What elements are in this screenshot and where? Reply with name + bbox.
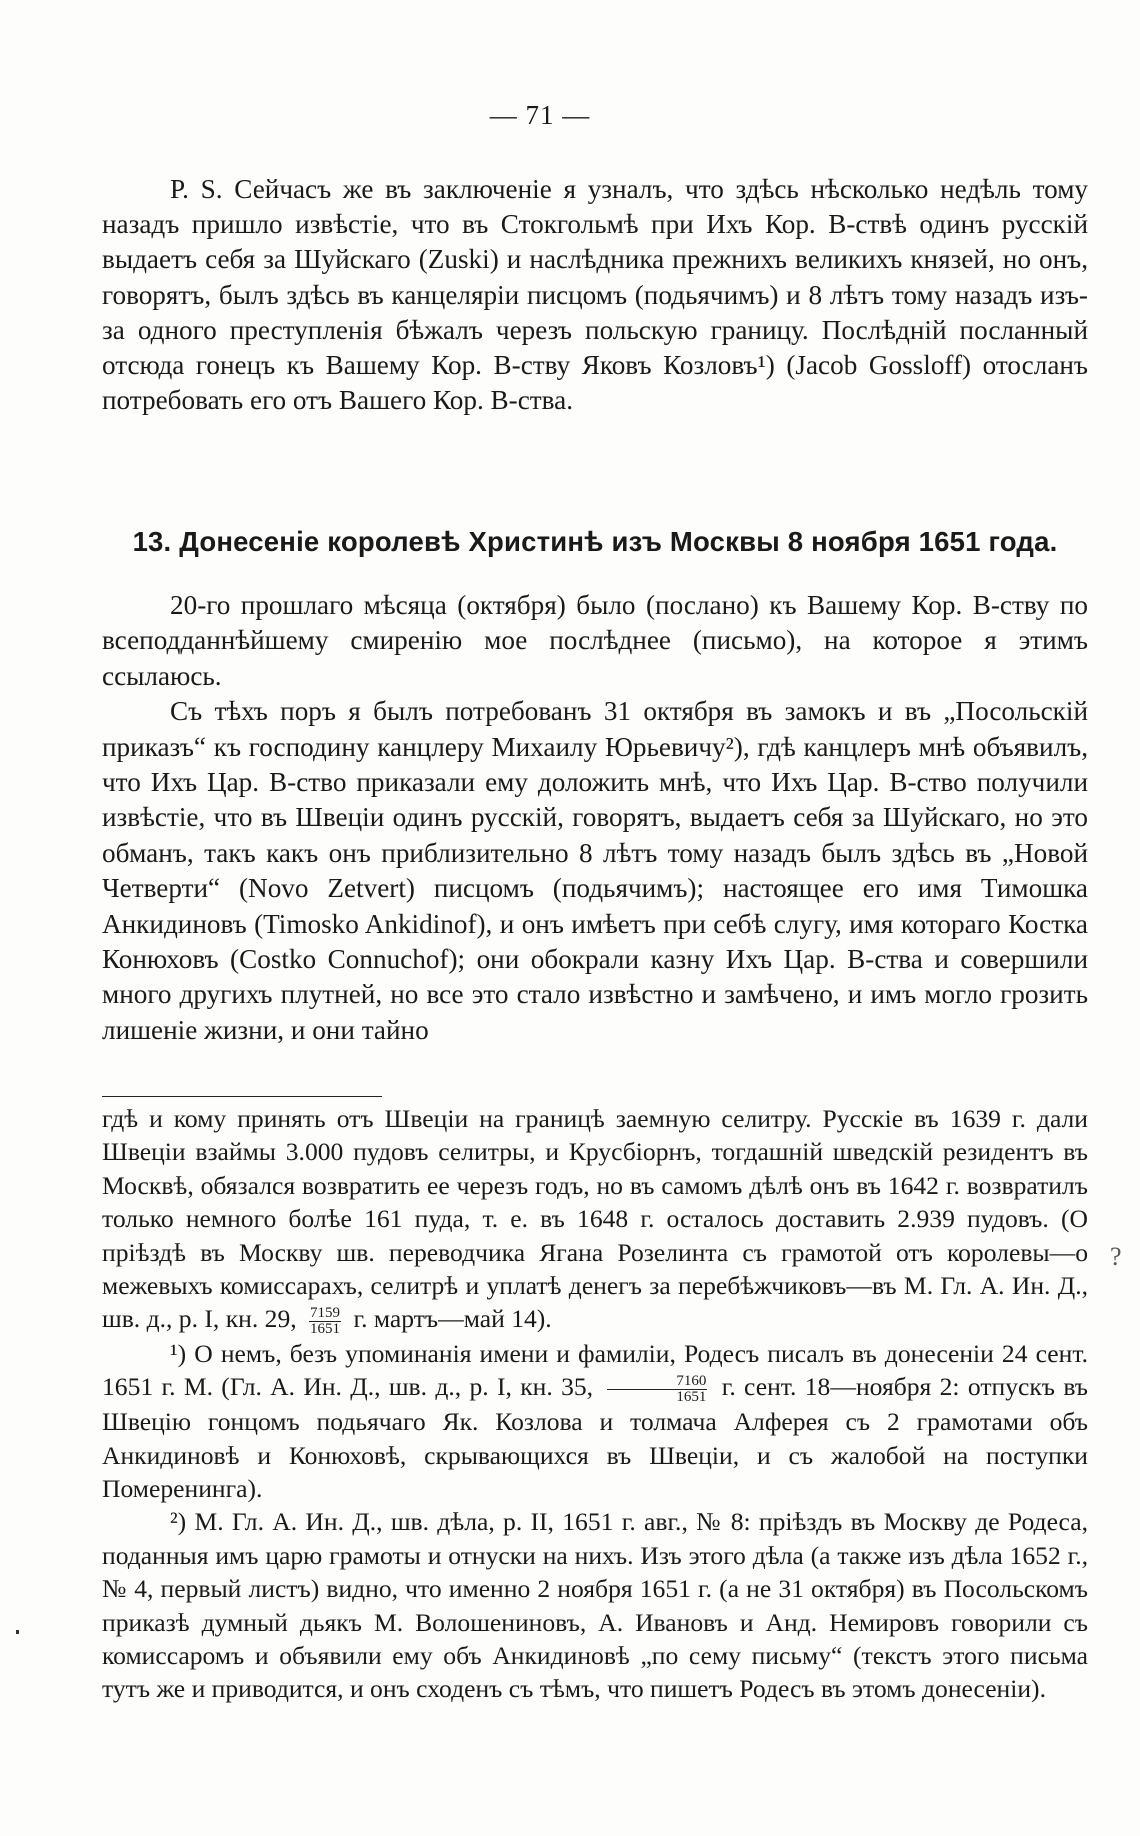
margin-question-mark: ? bbox=[1110, 1242, 1122, 1271]
footnote-continued-text: гдѣ и кому принять отъ Швеціи на границѣ заемную селитру. Русскіе въ 1639 г. дали Швеціи взаймы 3.000 пудовъ селитры, и Крусбіорнъ, тогдашній шведскій резидентъ въ Москвѣ, обязался возвратить ее черезъ годъ, но въ самомъ дѣлѣ онъ въ 1642 г. возвратилъ только немного болѣе 161 пуда, т. е. въ 1648 г. осталось доставить 2.939 пудовъ. (О пріѣздѣ въ Москву шв. переводчика Ягана Розелинта съ грамотой отъ королевы—о межевыхъ комиссарахъ, селитрѣ и уплатѣ денегъ за перебѣжчиковъ—въ М. Гл. А. Ин. Д., шв. д., р. I, кн. 29, bbox=[102, 1104, 1088, 1334]
footnotes-section bbox=[102, 1102, 1088, 1706]
footnote-1 bbox=[102, 1337, 1088, 1505]
footnote-divider bbox=[102, 1096, 382, 1097]
fraction-numerator: 7159 bbox=[310, 1305, 341, 1322]
document-body bbox=[102, 588, 1088, 1048]
footnote-continued bbox=[102, 1102, 1088, 1337]
postscript-section bbox=[102, 172, 1088, 418]
fraction-numerator: 7160 bbox=[607, 1374, 707, 1390]
footnote-1-end: г. сент. 18—ноября 2: отпускъ въ Швецію гонцомъ подьячаго Як. Козлова и толмача Алферея съ 2 грамотами объ Анкидиновѣ и Конюховѣ, скрывающихся въ Швеціи, и съ жалобой на поступки Померенинга). bbox=[102, 1372, 1089, 1503]
footnote-2: ²) М. Гл. А. Ин. Д., шв. дѣла, р. II, 1651 г. авг., № 8: пріѣздъ въ Москву де Родеса, поданныя имъ царю грамоты и отнуски на нихъ. Изъ этого дѣла (а также изъ дѣла 1652 г., № 4, первый листъ) видно, что именно 2 ноября 1651 г. (а не 31 октября) въ Посольскомъ приказѣ думный дьякъ М. Волошениновъ, А. Ивановъ и Анд. Немировъ говорили съ комиссаромъ и объявили ему объ Анкидиновѣ „по сему письму“ (текстъ этого письма тутъ же и приводится, и онъ сходенъ съ тѣмъ, что пишетъ Родесъ въ этомъ донесеніи). bbox=[102, 1507, 1088, 1704]
archive-fraction bbox=[309, 1306, 341, 1337]
archive-fraction bbox=[607, 1374, 707, 1405]
postscript-paragraph: P. S. Сейчасъ же въ заключеніе я узналъ, что здѣсь нѣсколько недѣль тому назадъ пришло извѣстіе, что въ Стокгольмѣ при Ихъ Кор. В-ствѣ одинъ русскій выдаетъ себя за Шуйскаго (Zuski) и наслѣдника прежнихъ великихъ князей, но онъ, говорятъ, былъ здѣсь въ канцеляріи писцомъ (подьячимъ) и 8 лѣтъ тому назадъ изъ-за одного преступленія бѣжалъ черезъ польскую границу. Послѣдній посланный отсюда гонецъ къ Вашему Кор. В-ству Яковъ Козловъ¹) (Jacob Gossloff) отосланъ потребовать его отъ Вашего Кор. В-ства. bbox=[102, 174, 1088, 416]
page-number: — 71 — bbox=[489, 100, 591, 130]
body-paragraph-2: Съ тѣхъ поръ я былъ потребованъ 31 октября въ замокъ и въ „Посольскій приказъ“ къ господину канцлеру Михаилу Юрьевичу²), гдѣ канцлеръ мнѣ объявилъ, что Ихъ Цар. В-ство приказали ему доложить мнѣ, что Ихъ Цар. В-ство получили извѣстіе, что въ Швеціи одинъ русскій, говорятъ, выдаетъ себя за Шуйскаго, но это обманъ, такъ какъ онъ приблизительно 8 лѣтъ тому назадъ былъ здѣсь въ „Новой Четверти“ (Novo Zetvert) писцомъ (подьячимъ); настоящее его имя Тимошка Анкидиновъ (Timosko Ankidinof), и онъ имѣетъ при себѣ слугу, имя котораго Костка Конюховъ (Costko Connuchof); они обокрали казну Ихъ Цар. В-ства и совершили много другихъ плутней, но все это стало извѣстно и замѣчено, и имъ могло грозить лишеніе жизни, и они тайно bbox=[102, 696, 1088, 1045]
body-paragraph-1: 20-го прошлаго мѣсяца (октября) было (послано) къ Вашему Кор. В-ству по всеподданнѣйшему смиренію мое послѣднее (письмо), на которое я этимъ ссылаюсь. bbox=[102, 590, 1088, 691]
fraction-denominator: 1651 bbox=[676, 1389, 707, 1406]
footnote-1-text: ¹) О немъ, безъ упоминанія имени и фамиліи, Родесъ писалъ въ донесеніи 24 сент. 1651 г. М. (Гл. А. Ин. Д., шв. д., р. I, кн. 35, bbox=[102, 1339, 1088, 1402]
footnote-continued-end: г. мартъ—май 14). bbox=[353, 1304, 552, 1334]
fraction-denominator: 1651 bbox=[310, 1321, 341, 1338]
margin-ink-speck bbox=[16, 1630, 19, 1634]
document-heading: 13. Донесеніе королевѣ Христинѣ изъ Москвы 8 ноября 1651 года. bbox=[132, 526, 1058, 557]
